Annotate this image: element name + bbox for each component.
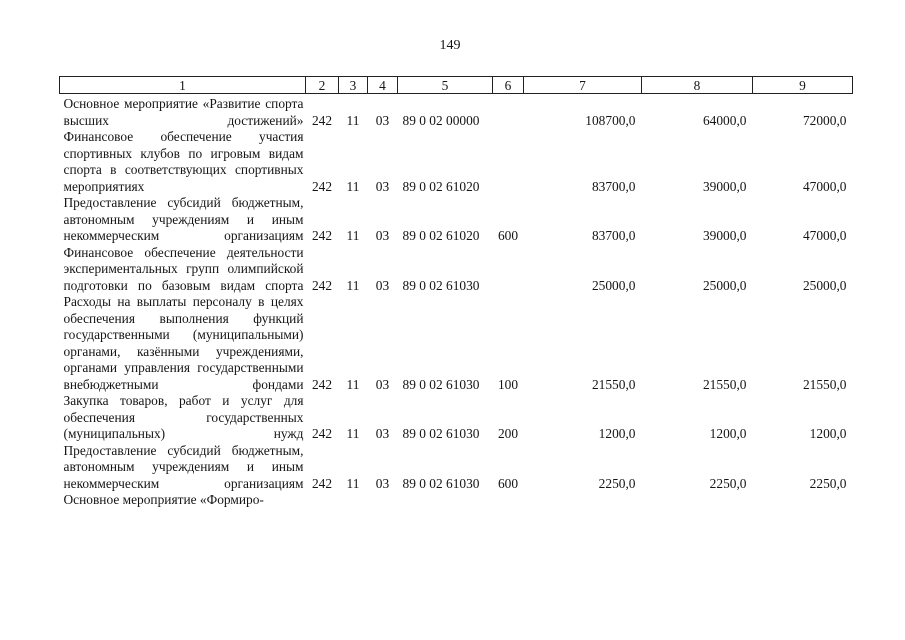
target-article-code: 89 0 02 61030 — [402, 277, 480, 293]
row-description: Предоставление субсидий бюджетным, автономным учреждениям и иным некоммерческим организациям — [63, 442, 304, 491]
expense-type-code: 100 — [497, 376, 519, 392]
page-number: 149 — [439, 38, 461, 53]
column-header: 5 — [398, 77, 493, 94]
amount-col-8 — [642, 492, 753, 509]
column-header: 1 — [60, 77, 306, 94]
table-row — [60, 393, 853, 443]
amount-col-7: 21550,0 — [591, 376, 636, 392]
amount-col-9: 1200,0 — [809, 426, 847, 441]
ministry-code: 242 — [311, 475, 333, 491]
amount-col-8: 64000,0 — [702, 112, 747, 128]
ministry-code: 242 — [311, 376, 333, 392]
expense-type-code — [493, 492, 524, 509]
column-header: 9 — [753, 77, 853, 94]
subsection-code — [368, 492, 398, 509]
expense-type-code: 600 — [497, 228, 519, 243]
target-article-code — [398, 492, 493, 509]
expense-type-code: 200 — [497, 426, 519, 441]
subsection-code: 03 — [375, 112, 390, 128]
expense-type-code — [493, 245, 524, 295]
table-row — [60, 294, 853, 393]
expense-type-code — [493, 129, 524, 195]
ministry-code: 242 — [311, 178, 333, 194]
subsection-code: 03 — [375, 475, 390, 491]
amount-col-9: 2250,0 — [809, 475, 847, 491]
amount-col-7 — [524, 492, 642, 509]
column-numbers-row — [60, 77, 853, 94]
target-article-code: 89 0 02 61020 — [402, 228, 480, 243]
amount-col-9: 47000,0 — [802, 178, 847, 194]
section-code: 11 — [346, 277, 360, 293]
target-article-code: 89 0 02 61030 — [402, 426, 480, 441]
column-header: 8 — [642, 77, 753, 94]
table-row — [60, 245, 853, 295]
column-header: 3 — [339, 77, 368, 94]
amount-col-8: 39000,0 — [702, 178, 747, 194]
amount-col-8: 1200,0 — [709, 426, 747, 441]
ministry-code: 242 — [311, 228, 333, 243]
target-article-code: 89 0 02 61030 — [402, 376, 480, 392]
amount-col-8: 25000,0 — [702, 277, 747, 293]
subsection-code: 03 — [375, 277, 390, 293]
table-row — [60, 129, 853, 195]
target-article-code: 89 0 02 00000 — [402, 112, 480, 128]
section-code: 11 — [346, 228, 360, 243]
ministry-code: 242 — [311, 426, 333, 441]
amount-col-9: 72000,0 — [802, 112, 847, 128]
ministry-code: 242 — [311, 277, 333, 293]
amount-col-7: 108700,0 — [585, 112, 636, 128]
section-code: 11 — [346, 376, 360, 392]
column-header: 6 — [493, 77, 524, 94]
amount-col-7: 25000,0 — [591, 277, 636, 293]
section-code: 11 — [346, 426, 360, 441]
row-description: Финансовое обеспечение участия спортивных клубов по игровым видам спорта в соответствующих спортивных мероприятиях — [63, 129, 304, 194]
target-article-code: 89 0 02 61020 — [402, 178, 480, 194]
row-description: Предоставление субсидий бюджетным, автономным учреждениям и иным некоммерческим организациям — [63, 195, 304, 243]
subsection-code: 03 — [375, 178, 390, 194]
expense-type-code: 600 — [497, 475, 519, 491]
amount-col-8: 2250,0 — [709, 475, 747, 491]
budget-table — [59, 76, 853, 509]
column-header: 2 — [306, 77, 339, 94]
amount-col-9: 21550,0 — [802, 376, 847, 392]
expense-type-code — [493, 94, 524, 130]
subsection-code: 03 — [375, 228, 390, 243]
subsection-code: 03 — [375, 376, 390, 392]
amount-col-7: 1200,0 — [598, 426, 636, 441]
row-description: Финансовое обеспечение деятельности экспериментальных групп олимпийской подготовки по базовым видам спорта — [63, 244, 304, 293]
amount-col-7: 83700,0 — [591, 228, 636, 243]
column-header: 4 — [368, 77, 398, 94]
section-code: 11 — [346, 178, 360, 194]
section-code — [339, 492, 368, 509]
amount-col-9 — [753, 492, 853, 509]
amount-col-8: 21550,0 — [702, 376, 747, 392]
column-header: 7 — [524, 77, 642, 94]
ministry-code: 242 — [311, 112, 333, 128]
row-description: Расходы на выплаты персоналу в целях обеспечения выполнения функций государственными (муниципальными) органами, казёнными учреждениями, органами управления государственными внебюджетными фондами — [63, 294, 304, 392]
target-article-code: 89 0 02 61030 — [402, 475, 480, 491]
row-description: Основное мероприятие «Формиро- — [63, 492, 264, 507]
subsection-code: 03 — [375, 426, 390, 441]
amount-col-7: 2250,0 — [598, 475, 636, 491]
amount-col-9: 47000,0 — [802, 228, 847, 243]
table-row — [60, 195, 853, 245]
table-row — [60, 443, 853, 493]
ministry-code — [306, 492, 339, 509]
row-description: Закупка товаров, работ и услуг для обеспечения государственных (муниципальных) нужд — [63, 393, 304, 441]
amount-col-7: 83700,0 — [591, 178, 636, 194]
section-code: 11 — [346, 112, 360, 128]
table-row — [60, 94, 853, 130]
row-description: Основное мероприятие «Развитие спорта высших достижений» — [63, 96, 304, 128]
amount-col-9: 25000,0 — [802, 277, 847, 293]
section-code: 11 — [346, 475, 360, 491]
amount-col-8: 39000,0 — [702, 228, 747, 243]
table-row — [60, 492, 853, 509]
